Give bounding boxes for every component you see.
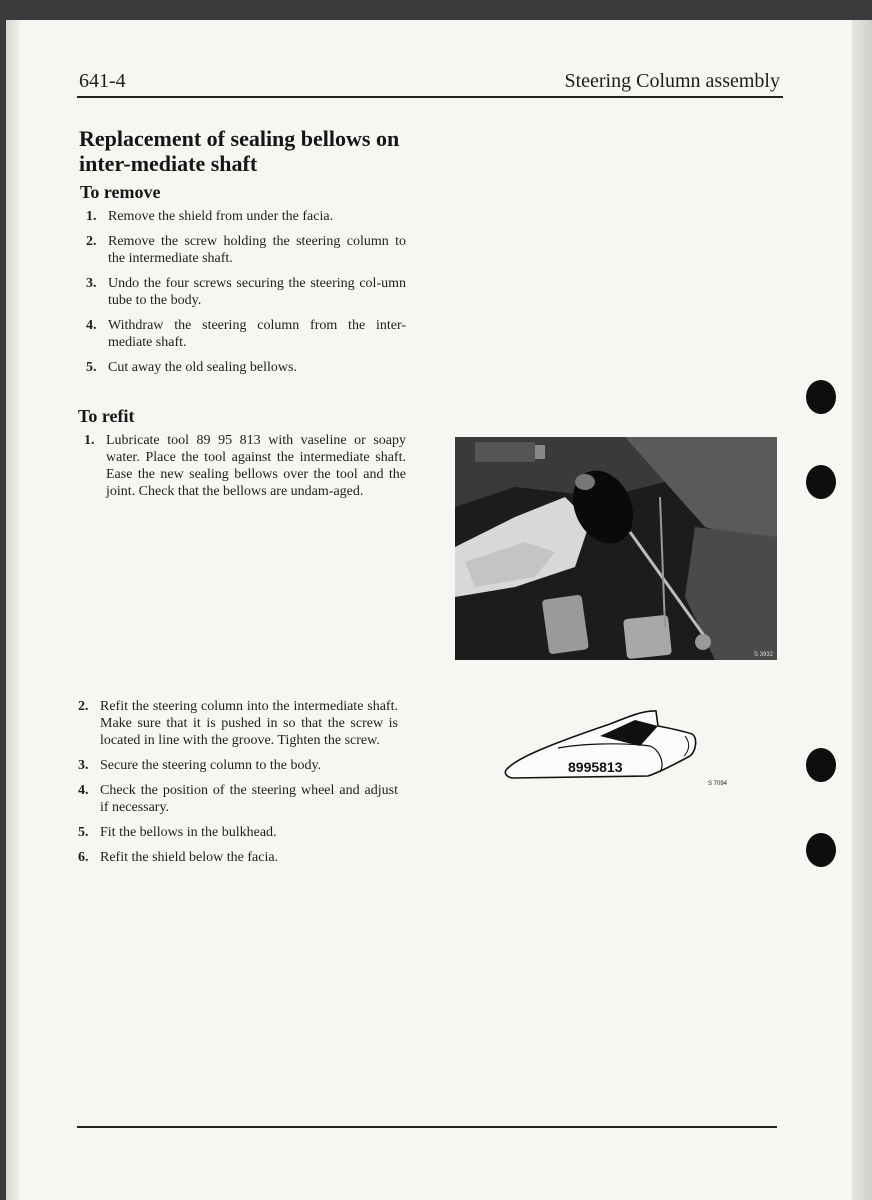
tool-number: 8995813 xyxy=(568,759,623,775)
page-number: 641-4 xyxy=(79,70,126,92)
photo-illustration xyxy=(455,437,777,660)
step-item xyxy=(78,782,398,816)
step-number: 1. xyxy=(86,209,97,224)
step-number: 3. xyxy=(78,758,89,773)
step-text: Fit the bellows in the bulkhead. xyxy=(100,825,277,840)
step-text: Undo the four screws securing the steering col-umn tube to the body. xyxy=(108,276,406,308)
page-binding-edge xyxy=(6,20,20,1200)
step-item xyxy=(86,208,406,225)
step-item xyxy=(78,824,398,841)
step-number: 1. xyxy=(84,433,95,448)
refit-steps-first xyxy=(84,432,406,508)
step-text: Cut away the old sealing bellows. xyxy=(108,360,297,375)
tool-illustration xyxy=(500,706,715,788)
step-text: Refit the shield below the facia. xyxy=(100,850,279,865)
punch-hole xyxy=(806,748,836,782)
footer-rule xyxy=(77,1126,777,1128)
step-text: Secure the steering column to the body. xyxy=(100,758,322,773)
step-item xyxy=(78,849,398,866)
step-number: 4. xyxy=(78,783,89,798)
step-item xyxy=(86,275,406,309)
step-text: Withdraw the steering column from the inter-mediate shaft. xyxy=(108,318,406,350)
step-text: Check the position of the steering wheel and adjust if necessary. xyxy=(100,783,398,815)
punch-hole xyxy=(806,380,836,414)
section-title: Steering Column assembly xyxy=(564,70,780,92)
punch-hole xyxy=(806,833,836,867)
step-number: 5. xyxy=(86,360,97,375)
step-text: Lubricate tool 89 95 813 with vaseline or soapy water. Place the tool against the intermediate shaft. Ease the new sealing bellows over the tool and the joint. Check that the bellows are undam-aged. xyxy=(106,433,406,499)
header-rule xyxy=(77,96,783,98)
photo-code: S 3932 xyxy=(753,652,773,658)
punch-hole xyxy=(806,465,836,499)
step-item xyxy=(86,359,406,376)
step-text: Remove the screw holding the steering column to the intermediate shaft. xyxy=(108,234,406,266)
refit-heading: To refit xyxy=(78,406,135,426)
step-number: 5. xyxy=(78,825,89,840)
step-number: 3. xyxy=(86,276,97,291)
step-number: 4. xyxy=(86,318,97,333)
step-text: Refit the steering column into the intermediate shaft. Make sure that it is pushed in so that the screw is located in line with the groove. Tighten the screw. xyxy=(100,699,398,748)
tool-figure-code: S 7094 xyxy=(708,781,728,787)
page-title: Replacement of sealing bellows on inter-mediate shaft xyxy=(79,126,400,176)
page-right-edge xyxy=(852,20,872,1200)
installation-photo xyxy=(455,437,777,660)
step-item xyxy=(86,317,406,351)
step-number: 2. xyxy=(78,699,89,714)
step-item xyxy=(84,432,406,500)
step-number: 2. xyxy=(86,234,97,249)
remove-heading: To remove xyxy=(80,182,161,202)
remove-steps xyxy=(86,208,406,384)
step-number: 6. xyxy=(78,850,89,865)
step-item xyxy=(78,698,398,749)
step-item xyxy=(78,757,398,774)
refit-steps-rest xyxy=(78,698,398,874)
step-item xyxy=(86,233,406,267)
step-text: Remove the shield from under the facia. xyxy=(108,209,334,224)
